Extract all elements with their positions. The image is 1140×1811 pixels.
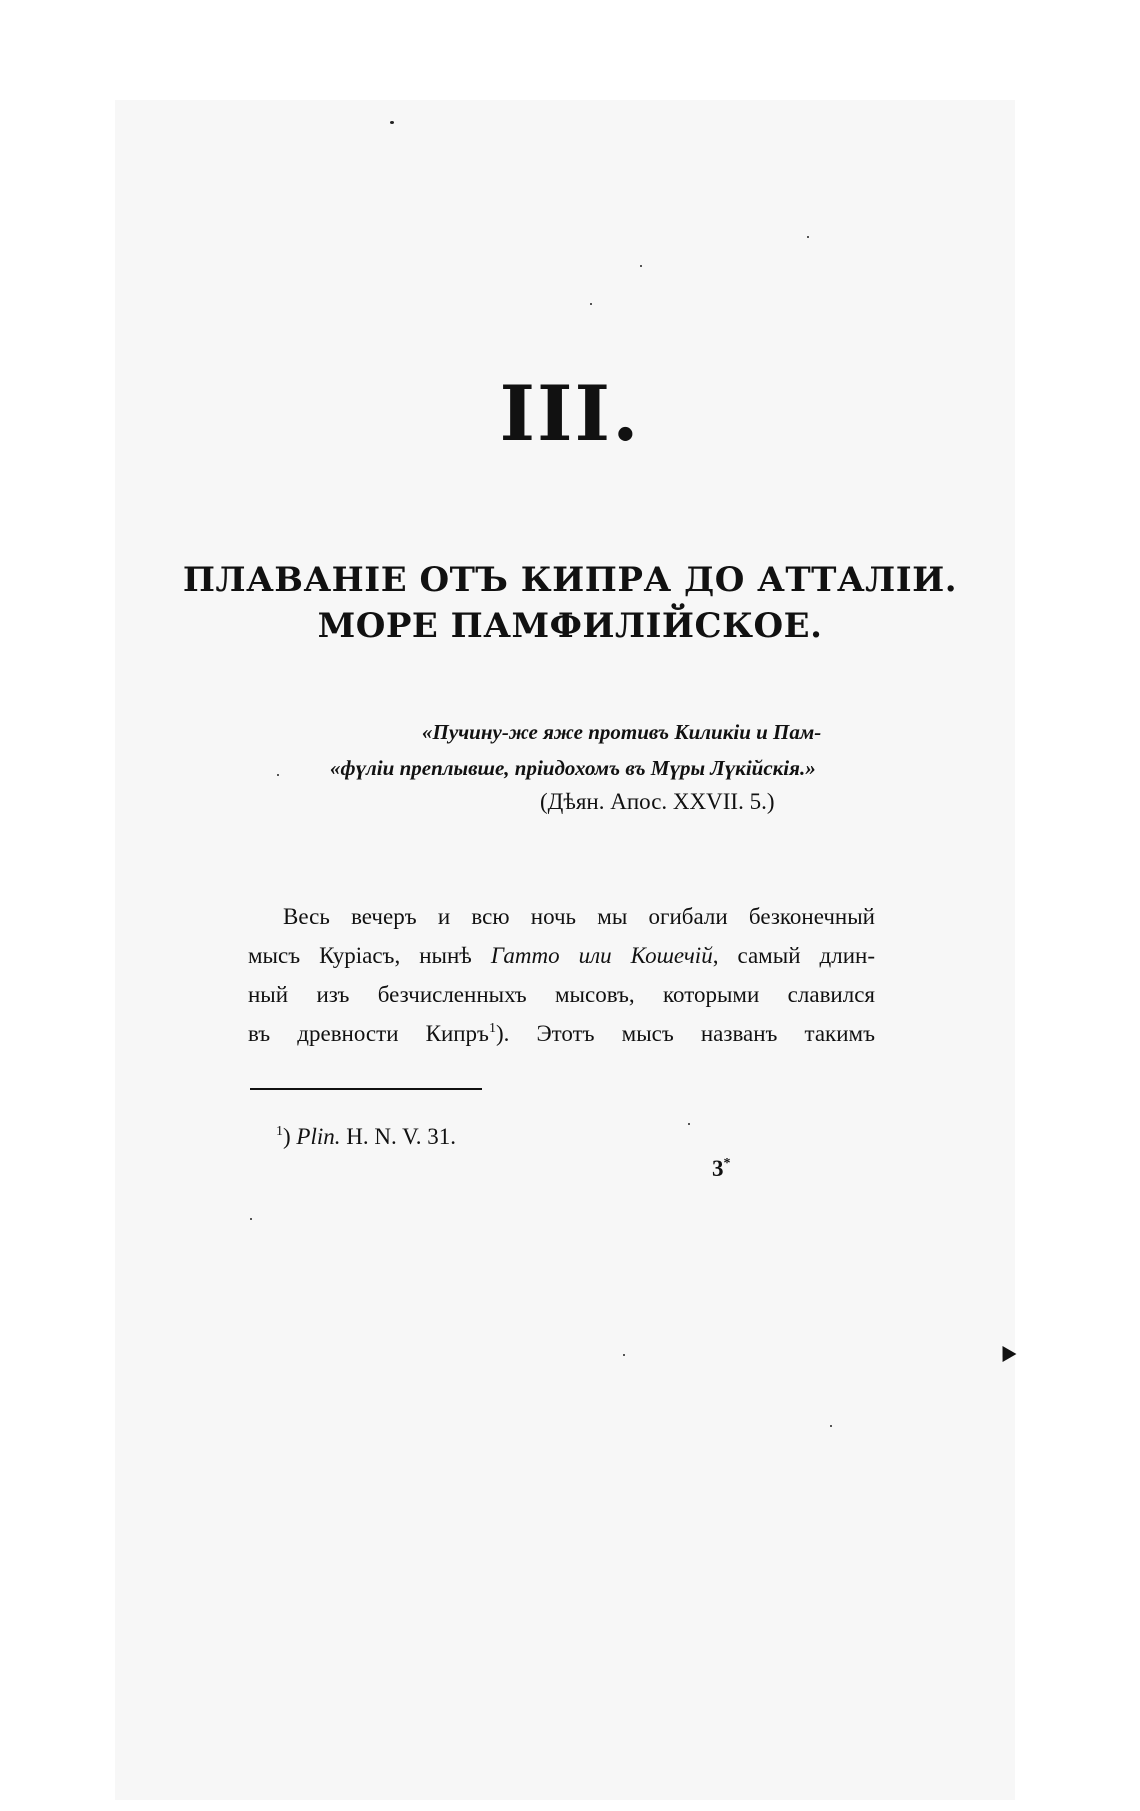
footnote-paren: ): [283, 1124, 291, 1149]
body-text-segment: въ древности Кипръ: [248, 1021, 489, 1046]
footnote-reference: 1: [488, 1021, 496, 1036]
print-speck: [640, 265, 642, 267]
print-speck: [807, 236, 809, 238]
signature-mark: [712, 1157, 731, 1180]
epigraph-line-1: «Пучину-же яже противъ Киликіи и Пам-: [422, 720, 822, 744]
chapter-title-line-2: МОРЕ ПАМФИЛІЙСКОЕ.: [317, 606, 823, 646]
signature-number: 3: [712, 1156, 724, 1181]
epigraph-citation: (Дѣян. Апос. XXVII. 5.): [540, 789, 775, 814]
footnote-reference-text: H. N. V. 31.: [346, 1124, 456, 1149]
footnote-author: Plin.: [296, 1124, 341, 1149]
body-text-line-4: [248, 1022, 875, 1045]
print-speck: [277, 774, 279, 776]
print-speck: [623, 1354, 625, 1356]
signature-star: *: [723, 1156, 731, 1171]
body-text-segment: мысъ Куріасъ, нынѣ: [248, 943, 491, 968]
epigraph-line-2: «фүліи преплывше, пріидохомъ въ Мүры Лүкійскія.»: [330, 756, 816, 780]
body-text-line-1: Весь вечеръ и всю ночь мы огибали безконечный: [283, 904, 875, 929]
footnote-marker: 1: [276, 1124, 283, 1139]
print-speck: [590, 303, 592, 305]
body-text-line-3: ный изъ безчисленныхъ мысовъ, которыми славился: [248, 982, 875, 1007]
body-text-line-2: [248, 944, 875, 967]
body-text-italic-segment: Гатто или Кошечій: [490, 943, 713, 968]
print-speck: [688, 1123, 690, 1125]
chapter-title-line-1: ПЛАВАНІЕ ОТЪ КИПРА ДО АТТАЛІИ.: [182, 560, 958, 600]
footnote-divider: [250, 1088, 482, 1090]
print-speck: [830, 1425, 832, 1427]
footnote: [276, 1125, 456, 1148]
body-text-segment: ). Этотъ мысъ названъ такимъ: [495, 1021, 875, 1046]
print-speck: [250, 1218, 252, 1220]
print-speck: [390, 121, 394, 124]
chapter-numeral: III.: [499, 369, 641, 458]
body-text-segment: , самый длин-: [712, 943, 875, 968]
